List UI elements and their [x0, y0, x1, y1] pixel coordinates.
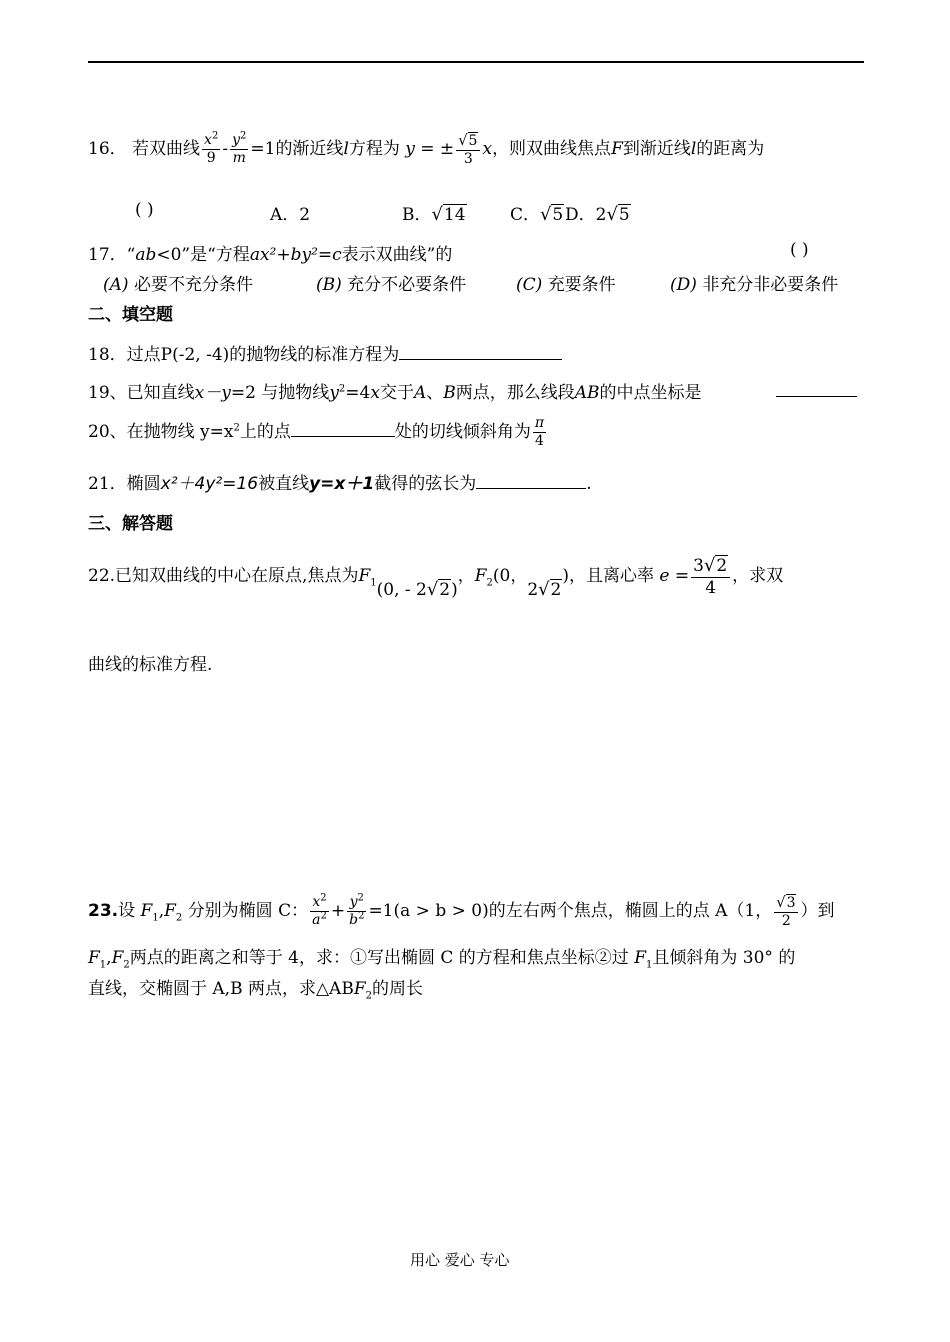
q16-text-5: 到渐近线	[622, 139, 691, 159]
q16-number: 16．	[88, 139, 127, 159]
q16-y-pm: y = ±	[405, 139, 455, 159]
q21-ellipse: x²＋4y²=16	[160, 474, 259, 494]
fraction-sqrt3-2: $\frac{√3}{2}$	[774, 894, 798, 930]
q19-x: x	[370, 383, 380, 403]
q22-point-1: (0, - 2√2)	[376, 579, 458, 600]
question-23: 23.设 $F_1,F_2$ 分别为椭圆 C： $\frac{x^2}{a^2}$ + $\frac{y^2}{b^2}$ =1(a > b > 0)的左右两个焦点，椭圆上的点 A（1， $\frac{√3}{2}$ ）到	[88, 892, 835, 929]
q21-text-3: 截得的弦长为	[374, 474, 477, 494]
q19-sep: 、	[426, 383, 444, 403]
fraction-x2-a2: $\frac{x^2}{a^2}$	[312, 892, 327, 928]
q16-F: F	[611, 139, 623, 159]
question-20: 20、在抛物线 $y=x^2$上的点 处的切线倾斜角为 $\frac{\pi}{4}$	[88, 415, 545, 449]
q23-line-3-text-b: 的周长	[372, 979, 423, 999]
q22-tail: ，求双	[732, 566, 784, 586]
header-rule	[88, 61, 864, 63]
q16-bracket: ( )	[135, 200, 154, 220]
q20-text-3: 处的切线倾斜角为	[394, 422, 531, 442]
question-19: 19、已知直线x－y=2 与抛物线$y^2=4x$交于A、B两点，那么线段AB的中点坐标是	[88, 383, 702, 403]
q19-text-2: =2 与抛物线	[230, 383, 330, 403]
q21-line: y=x＋1	[309, 474, 375, 494]
q22-text-1: 22.已知双曲线的中心在原点,焦点为	[88, 566, 359, 586]
q16-equals-1: =1	[250, 139, 276, 159]
q16-minus: -	[222, 139, 229, 159]
q19-text-5: 两点，那么线段	[455, 383, 575, 403]
q17-option-b-wrap	[316, 270, 466, 295]
q19-eq-1: x－y	[194, 383, 231, 403]
fraction-x2-9: $\frac{x^2}{9}$	[204, 130, 219, 166]
q17-option-c-wrap	[516, 270, 616, 295]
fraction-pi-4: $\frac{\pi}{4}$	[534, 415, 545, 449]
q17-number: 17．“	[88, 245, 136, 265]
q19-A: A	[413, 383, 427, 403]
q22-comma: ，	[457, 566, 475, 586]
q23-line-2-text-a: 两点的距离之和等于 4，求：①写出椭圆 C 的方程和焦点坐标②过	[129, 948, 629, 968]
q22-point-2-value: 2√2	[527, 579, 562, 600]
q19-eq-2: y	[329, 383, 339, 403]
q17-option-c: 充要条件	[547, 275, 616, 295]
q16-option-b: B．√14	[402, 204, 466, 225]
q23-text-2: 分别为椭圆 C：	[187, 901, 309, 921]
q23-number: 23.	[88, 901, 119, 921]
q18-text: 18．过点P(-2, -4)的抛物线的标准方程为	[88, 345, 400, 365]
q17-option-d-label: (D)	[670, 275, 697, 295]
q16-l-2: l	[690, 139, 697, 159]
section-solution-heading: 三、解答题	[88, 514, 173, 534]
q20-answer-blank[interactable]	[291, 422, 395, 437]
q16-text-6: 的距离为	[696, 139, 765, 159]
q21-text-1: 21．椭圆	[88, 474, 161, 494]
q17-options	[103, 270, 253, 295]
q19-text-1: 19、已知直线	[88, 383, 195, 403]
q20-text-2: 上的点	[239, 422, 291, 442]
q17-ab: ab	[135, 245, 157, 265]
q17-option-d-wrap	[670, 270, 838, 295]
q22-F1-sub: 1	[370, 577, 377, 589]
question-22	[88, 548, 783, 604]
q23-F1: F	[140, 901, 153, 921]
q16-text-4: ，则双曲线焦点	[492, 139, 612, 159]
q23-line-2-text-b: 且倾斜角为 30° 的	[652, 948, 796, 968]
q19-AB: AB	[574, 383, 600, 403]
q19-text-4: 交于	[379, 383, 414, 403]
q17-option-a: 必要不充分条件	[133, 275, 253, 295]
q23-F2-sub: 2	[175, 912, 183, 924]
q18-answer-blank[interactable]	[399, 345, 562, 360]
q17-option-b-label: (B)	[316, 275, 342, 295]
q21-period: .	[586, 474, 592, 494]
fraction-sqrt5-3: $\frac{√5}{3}$	[456, 132, 480, 168]
q23-F1-sub: 1	[152, 912, 159, 924]
q23-line-3-text-a: 直线，交椭圆于 A,B 两点，求△AB	[88, 979, 354, 999]
q21-answer-blank[interactable]	[476, 474, 586, 489]
q16-option-c: C．√5	[510, 204, 564, 225]
page-footer: 用心 爱心 专心	[410, 1251, 510, 1269]
question-18	[88, 340, 562, 365]
q23-text-1: 设	[118, 901, 136, 921]
q19-answer-blank[interactable]	[776, 382, 857, 397]
q17-option-b: 充分不必要条件	[347, 275, 467, 295]
q23-text-3: 的左右两个焦点，椭圆上的点 A（1，	[488, 901, 773, 921]
q16-text-1: 若双曲线	[132, 139, 201, 159]
q23-line-2: $F_1,F_2$两点的距离之和等于 4，求：①写出椭圆 C 的方程和焦点坐标②过 $F_1$且倾斜角为 30° 的	[88, 948, 796, 971]
fraction-y2-m: $\frac{y^2}{m}$	[232, 130, 247, 166]
q23-condition: =1(a > b > 0)	[368, 901, 489, 921]
q19-text-6: 的中点坐标是	[599, 383, 702, 403]
fraction-eccentricity: $\frac{3√2}{4}$	[691, 555, 730, 598]
q23-text-4: ）到	[800, 901, 835, 921]
q20-text-1: 20、在抛物线 y=x	[88, 422, 234, 442]
q17-equation: ax²+by²=c	[249, 245, 342, 265]
q23-F2: F	[164, 901, 176, 921]
q22-e: e =	[659, 566, 690, 586]
q17-bracket: ( )	[790, 240, 809, 260]
q22-text-2: )，且离心率	[562, 566, 654, 586]
q16-text-2: 的渐近线	[275, 139, 344, 159]
q17-option-a-label: (A)	[103, 275, 129, 295]
q16-x: x	[482, 139, 493, 159]
q19-text-3: =4	[345, 383, 371, 403]
fraction-y2-b2: $\frac{y^2}{b^2}$	[349, 892, 365, 928]
q23-plus: +	[330, 901, 346, 921]
q22-line-2: 曲线的标准方程.	[88, 655, 213, 675]
q21-text-2: 被直线	[258, 474, 310, 494]
q16-l-1: l	[343, 139, 349, 159]
q17-text-1: <0”是“方程	[156, 245, 250, 265]
question-17	[88, 240, 452, 265]
section-fill-in-heading: 二、填空题	[88, 305, 173, 325]
q22-point-2a: (0，	[492, 566, 528, 586]
q17-option-c-label: (C)	[516, 275, 543, 295]
q17-text-2: 表示双曲线”的	[341, 245, 453, 265]
q16-text-3: 方程为	[348, 139, 400, 159]
question-16	[88, 128, 764, 170]
question-21	[88, 469, 592, 494]
q19-B: B	[443, 383, 456, 403]
q16-option-d: D．2√5	[565, 204, 630, 225]
q16-option-a: A．2	[270, 205, 311, 225]
q22-F2-sub: 2	[486, 577, 493, 589]
q22-F1: F	[358, 566, 371, 586]
q17-option-d: 非充分非必要条件	[702, 275, 839, 295]
q22-F2: F	[474, 566, 487, 586]
q23-line-3: 直线，交椭圆于 A,B 两点，求$\triangle ABF_2$的周长	[88, 979, 423, 1002]
